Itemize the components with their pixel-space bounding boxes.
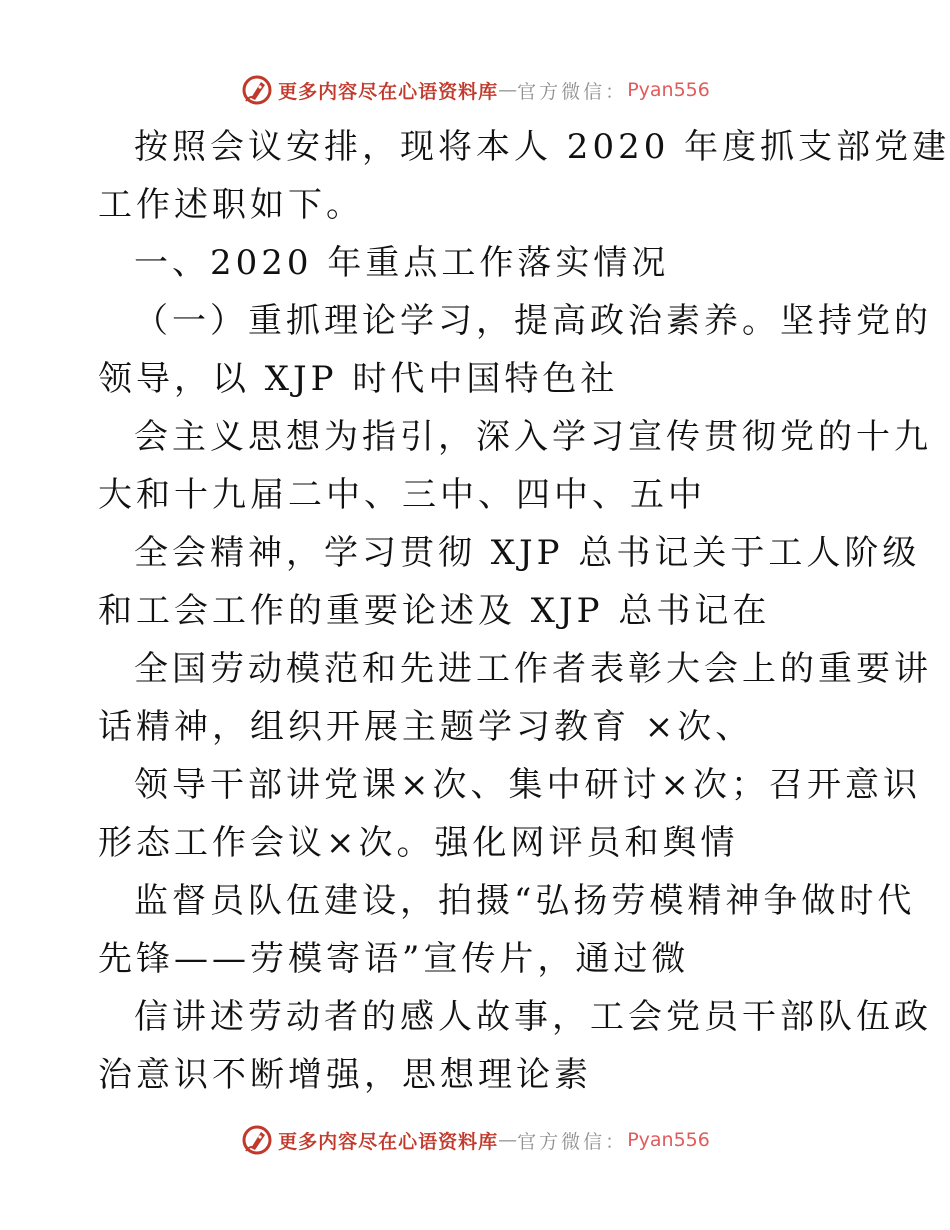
- document-body: [98, 118, 950, 1104]
- watermark-label: 官方微信：: [517, 80, 628, 103]
- text-line-14: 监督员队伍建设，拍摄“弘扬劳模精神争做时代: [134, 881, 916, 921]
- watermark-main-text: 更多内容尽在心语资料库: [278, 80, 499, 103]
- watermark-wechat-id: Pyan556: [627, 79, 710, 101]
- text-line-15: 先锋——劳模寄语”宣传片，通过微: [98, 939, 690, 979]
- footer-watermark: [0, 1120, 950, 1160]
- text-line-16: 信讲述劳动者的感人故事，工会党员干部队伍政: [134, 997, 932, 1037]
- text-line-12: 领导干部讲党课×次、集中研讨×次；召开意识: [134, 765, 921, 805]
- text-line-4: （一）重抓理论学习，提高政治素养。坚持党的: [134, 301, 932, 341]
- pen-nib-logo-icon: [240, 73, 274, 107]
- text-line-17: 治意识不断增强，思想理论素: [98, 1055, 592, 1095]
- text-line-11: 话精神，组织开展主题学习教育 ×次、: [98, 707, 754, 747]
- header-watermark: [0, 70, 950, 110]
- watermark-dash: —: [498, 79, 518, 101]
- text-line-5: 领导，以 XJP 时代中国特色社: [98, 359, 619, 399]
- pen-nib-logo-icon: [240, 1123, 274, 1157]
- text-line-7: 大和十九届二中、三中、四中、五中: [98, 475, 706, 515]
- text-line-6: 会主义思想为指引，深入学习宣传贯彻党的十九: [134, 417, 932, 457]
- section-heading: 一、2020 年重点工作落实情况: [134, 243, 670, 283]
- watermark-label: 官方微信：: [517, 1130, 628, 1153]
- text-line-1: 按照会议安排，现将本人 2020 年度抓支部党建: [134, 127, 950, 167]
- text-line-13: 形态工作会议×次。强化网评员和舆情: [98, 823, 739, 863]
- text-line-9: 和工会工作的重要论述及 XJP 总书记在: [98, 591, 771, 631]
- text-line-2: 工作述职如下。: [98, 185, 364, 225]
- watermark-wechat-id: Pyan556: [627, 1129, 710, 1151]
- watermark-dash: —: [498, 1129, 518, 1151]
- watermark-main-text: 更多内容尽在心语资料库: [278, 1130, 499, 1153]
- text-line-8: 全会精神，学习贯彻 XJP 总书记关于工人阶级: [134, 533, 921, 573]
- text-line-10: 全国劳动模范和先进工作者表彰大会上的重要讲: [134, 649, 932, 689]
